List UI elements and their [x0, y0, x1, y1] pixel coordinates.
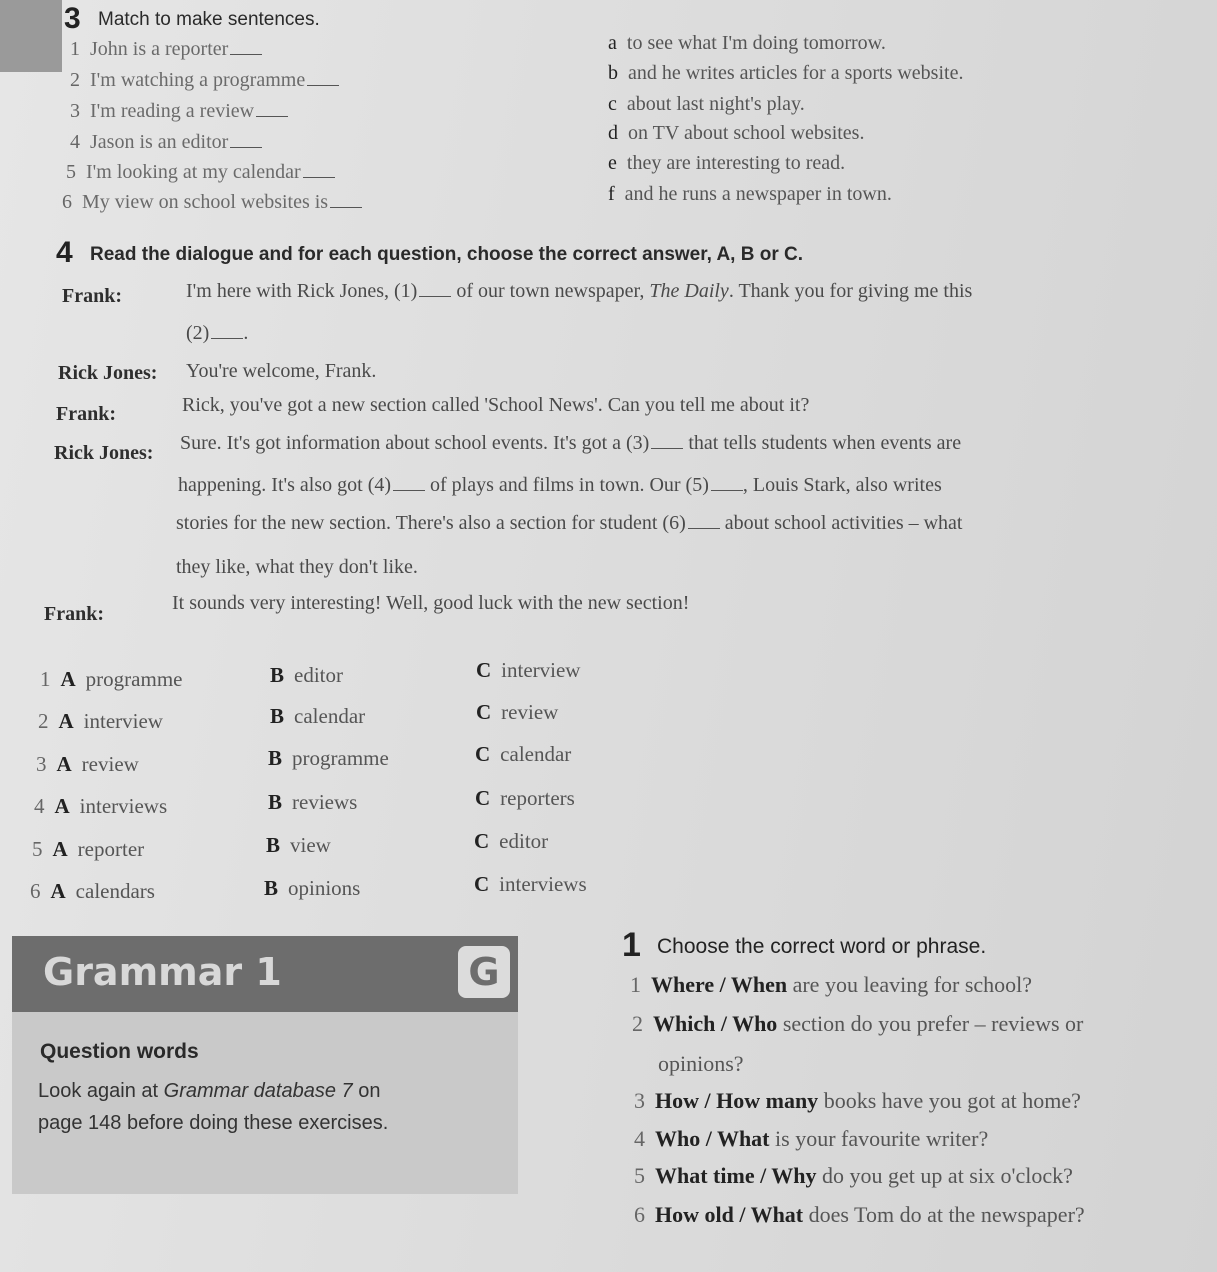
option-c: C interviews	[474, 872, 587, 896]
grammar-badge: G	[458, 946, 510, 998]
speaker-rick: Rick Jones:	[58, 362, 158, 384]
speaker-frank: Frank:	[62, 285, 122, 307]
list-item: opinions?	[658, 1051, 744, 1076]
list-item: 1 Where / When are you leaving for school?	[630, 972, 1033, 997]
grammar-heading: Question words	[40, 1040, 199, 1063]
exercise-1-number: 1	[622, 926, 641, 964]
dialogue-line: stories for the new section. There's also a section for student (6) about school activities – what	[176, 512, 963, 534]
dialogue-line: happening. It's also got (4) of plays and films in town. Our (5) , Louis Stark, also writes	[178, 474, 942, 496]
option-b: B calendar	[270, 704, 366, 728]
match-left-item: 1 John is a reporter	[70, 38, 262, 61]
option-b: B programme	[268, 746, 389, 770]
list-item: 5 What time / Why do you get up at six o'clock?	[634, 1163, 1073, 1188]
list-item: 2 Which / Who section do you prefer – reviews or	[632, 1011, 1084, 1036]
option-a: 4 A interviews	[34, 794, 168, 818]
dialogue-line: (2) .	[186, 322, 249, 344]
match-left-item: 3 I'm reading a review	[70, 100, 288, 123]
speaker-rick: Rick Jones:	[54, 442, 154, 464]
option-a: 1 A programme	[40, 667, 183, 691]
speaker-frank: Frank:	[56, 403, 116, 425]
option-a: 6 A calendars	[30, 879, 155, 903]
match-right-item: e they are interesting to read.	[608, 152, 846, 174]
match-right-item: b and he writes articles for a sports website.	[608, 62, 964, 84]
match-left-item: 5 I'm looking at my calendar	[66, 161, 335, 184]
grammar-instruction: page 148 before doing these exercises.	[38, 1112, 389, 1134]
grammar-instruction: Look again at Grammar database 7 on	[38, 1080, 381, 1102]
match-left-item: 2 I'm watching a programme	[70, 69, 339, 92]
page-corner-tab	[0, 0, 62, 72]
dialogue-line: Rick, you've got a new section called 'School News'. Can you tell me about it?	[182, 394, 810, 416]
dialogue-line: It sounds very interesting! Well, good luck with the new section!	[172, 592, 690, 614]
match-left-item: 6 My view on school websites is	[62, 191, 362, 214]
option-c: C calendar	[475, 742, 572, 766]
option-a: 3 A review	[36, 752, 139, 776]
match-right-item: a to see what I'm doing tomorrow.	[608, 32, 886, 54]
match-left-item: 4 Jason is an editor	[70, 131, 262, 154]
match-right-item: d on TV about school websites.	[608, 122, 865, 144]
dialogue-line: You're welcome, Frank.	[186, 360, 377, 382]
grammar-title: Grammar 1	[43, 950, 282, 994]
match-right-item: c about last night's play.	[608, 93, 805, 115]
option-c: C interview	[476, 658, 581, 682]
dialogue-line: Sure. It's got information about school events. It's got a (3) that tells students when events are	[180, 432, 962, 454]
exercise-4-number: 4	[56, 236, 73, 269]
option-c: C reporters	[475, 786, 575, 810]
option-a: 5 A reporter	[32, 837, 145, 861]
dialogue-line: they like, what they don't like.	[176, 556, 418, 578]
option-c: C editor	[474, 829, 549, 853]
list-item: 6 How old / What does Tom do at the newspaper?	[634, 1202, 1085, 1227]
list-item: 3 How / How many books have you got at home?	[634, 1088, 1081, 1113]
option-b: B editor	[270, 663, 343, 687]
option-b: B view	[266, 833, 331, 857]
exercise-1-title: Choose the correct word or phrase.	[657, 935, 987, 958]
dialogue-line: I'm here with Rick Jones, (1) of our town newspaper, The Daily. Thank you for giving me this	[186, 280, 973, 302]
option-c: C review	[476, 700, 559, 724]
speaker-frank: Frank:	[44, 603, 104, 625]
match-right-item: f and he runs a newspaper in town.	[608, 183, 892, 205]
option-b: B reviews	[268, 790, 358, 814]
option-b: B opinions	[264, 876, 361, 900]
exercise-3-number: 3	[64, 2, 81, 35]
option-a: 2 A interview	[38, 709, 163, 733]
list-item: 4 Who / What is your favourite writer?	[634, 1126, 989, 1151]
exercise-3-title: Match to make sentences.	[98, 9, 320, 30]
exercise-4-title: Read the dialogue and for each question, choose the correct answer, A, B or C.	[90, 244, 804, 265]
